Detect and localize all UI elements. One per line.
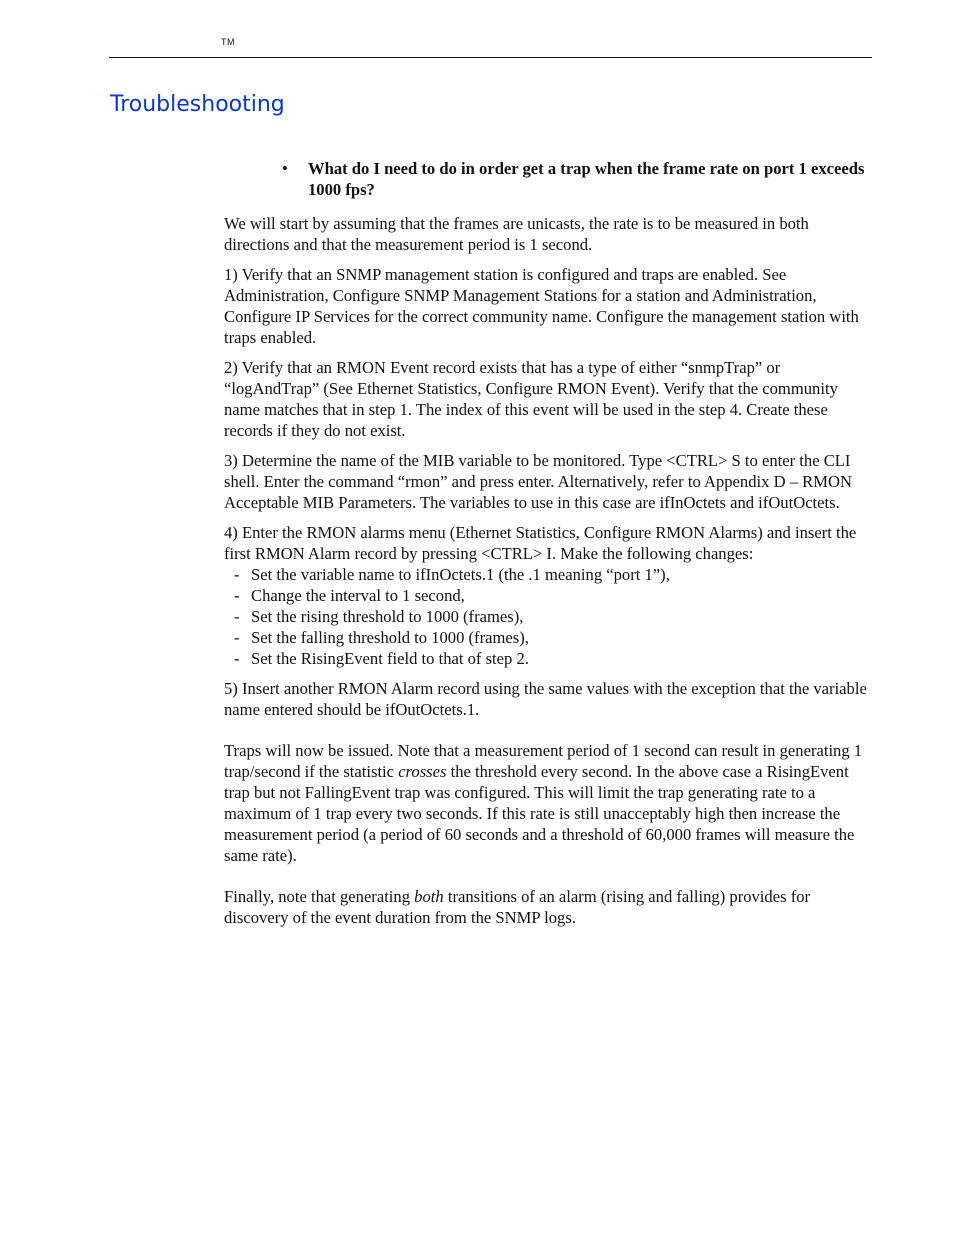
dash-marker: - (234, 607, 240, 626)
dash-marker: - (234, 649, 240, 668)
changes-list (224, 564, 869, 669)
faq-question (224, 158, 869, 200)
dash-marker: - (234, 565, 240, 584)
intro-paragraph: We will start by assuming that the frames are unicasts, the rate is to be measured in both directions and that the measurement period is 1 second. (224, 214, 809, 254)
list-item-text: Set the variable name to ifInOctets.1 (the .1 meaning “port 1”), (251, 565, 670, 584)
traps-paragraph (224, 740, 869, 866)
final-emphasis: both (414, 887, 444, 906)
list-item (234, 564, 869, 585)
list-item-text: Change the interval to 1 second, (251, 586, 465, 605)
step-2-paragraph: 2) Verify that an RMON Event record exists that has a type of either “snmpTrap” or “logAndTrap” (See Ethernet Statistics, Configure RMON Event). Verify that the community name matches that in step 1. The index of this event will be used in the step 4. Create these records if they do not exist. (224, 358, 838, 440)
document-body (224, 158, 869, 937)
list-item (234, 627, 869, 648)
dash-marker: - (234, 628, 240, 647)
final-paragraph (224, 886, 869, 928)
list-item-text: Set the rising threshold to 1000 (frames), (251, 607, 524, 626)
list-item-text: Set the falling threshold to 1000 (frames), (251, 628, 529, 647)
trademark-symbol: TM (221, 37, 235, 47)
step-1-paragraph: 1) Verify that an SNMP management station is configured and traps are enabled. See Administration, Configure SNMP Management Stations for a station and Administration, Configure IP Services for the correct community name. Configure the management station with traps enabled. (224, 265, 859, 347)
step-4-paragraph: 4) Enter the RMON alarms menu (Ethernet Statistics, Configure RMON Alarms) and insert the first RMON Alarm record by pressing <CTRL> I. Make the following changes: (224, 523, 857, 563)
list-item-text: Set the RisingEvent field to that of step 2. (251, 649, 529, 668)
header-rule (109, 57, 872, 58)
bullet-icon: • (282, 159, 288, 178)
traps-text-end: the threshold every second. In the above case a RisingEvent trap but not FallingEvent trap was configured. This will limit the trap generating rate to a maximum of 1 trap every two seconds. If this rate is still unacceptably high then increase the measurement period (a period of 60 seconds and a threshold of 60,000 frames will measure the same rate). (224, 762, 855, 865)
step-5-paragraph: 5) Insert another RMON Alarm record using the same values with the exception that the variable name entered should be ifOutOctets.1. (224, 679, 867, 719)
final-text-end: transitions of an alarm (rising and falling) provides for discovery of the event duration from the SNMP logs. (224, 887, 811, 927)
list-item (234, 648, 869, 669)
section-title: Troubleshooting (110, 92, 285, 117)
step-3-paragraph: 3) Determine the name of the MIB variable to be monitored. Type <CTRL> S to enter the CLI shell. Enter the command “rmon” and press enter. Alternatively, refer to Appendix D – RMON Acceptable MIB Parameters. The variables to use in this case are ifInOctets and ifOutOctets. (224, 451, 852, 512)
list-item (234, 585, 869, 606)
list-item (234, 606, 869, 627)
dash-marker: - (234, 586, 240, 605)
final-text-start: Finally, note that generating (224, 887, 415, 906)
faq-question-text: What do I need to do in order get a trap when the frame rate on port 1 exceeds 1000 fps? (308, 159, 865, 199)
traps-text-start: Traps will now be issued. Note that a measurement period of 1 second can result in generating 1 trap/second if the statistic (224, 741, 863, 781)
traps-emphasis: crosses (398, 762, 447, 781)
